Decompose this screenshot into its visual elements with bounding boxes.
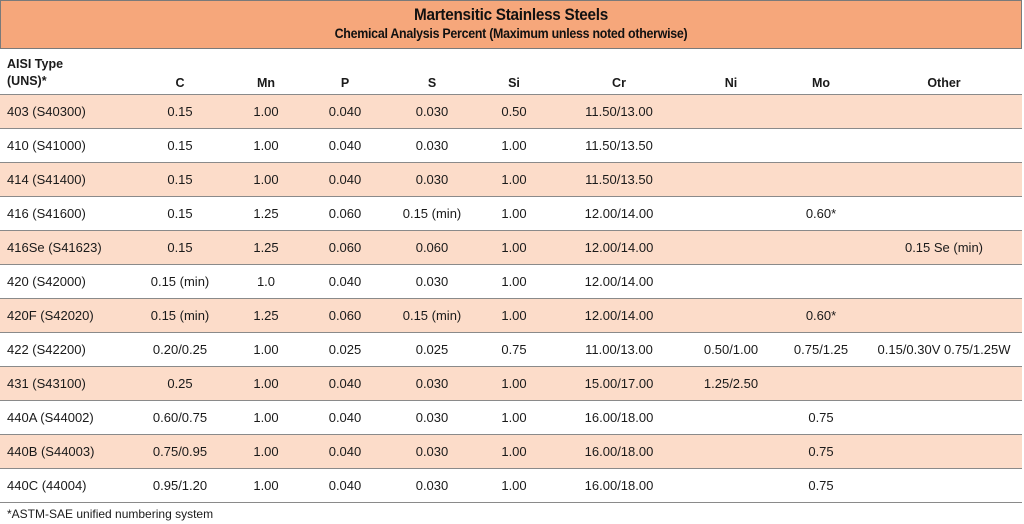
cell-si: 1.00 [476,129,552,163]
cell-mn: 1.00 [230,163,302,197]
cell-p: 0.040 [302,367,388,401]
cell-mo: 0.60* [776,197,866,231]
cell-s: 0.15 (min) [388,299,476,333]
cell-s: 0.030 [388,129,476,163]
cell-p: 0.025 [302,333,388,367]
cell-s: 0.060 [388,231,476,265]
cell-p: 0.040 [302,435,388,469]
header-ni: Ni [686,49,776,95]
table-row [0,435,1022,469]
cell-si: 1.00 [476,299,552,333]
cell-type: 422 (S42200) [0,333,130,367]
cell-c: 0.15 [130,197,230,231]
cell-c: 0.15 [130,95,230,129]
cell-si: 0.50 [476,95,552,129]
cell-p: 0.040 [302,95,388,129]
cell-si: 1.00 [476,265,552,299]
cell-cr: 12.00/14.00 [552,299,686,333]
cell-p: 0.060 [302,197,388,231]
cell-type: 420F (S42020) [0,299,130,333]
cell-si: 1.00 [476,435,552,469]
cell-s: 0.030 [388,95,476,129]
cell-mo: 0.75 [776,435,866,469]
cell-p: 0.040 [302,265,388,299]
cell-mn: 1.00 [230,129,302,163]
cell-mo [776,231,866,265]
cell-cr: 12.00/14.00 [552,231,686,265]
cell-c: 0.75/0.95 [130,435,230,469]
cell-type: 414 (S41400) [0,163,130,197]
cell-ni [686,231,776,265]
cell-c: 0.60/0.75 [130,401,230,435]
cell-mn: 1.00 [230,333,302,367]
table-title: Martensitic Stainless Steels [414,5,608,24]
cell-other [866,265,1022,299]
cell-s: 0.025 [388,333,476,367]
header-s: S [388,49,476,95]
cell-mo [776,95,866,129]
cell-cr: 16.00/18.00 [552,435,686,469]
cell-type: 416 (S41600) [0,197,130,231]
cell-s: 0.030 [388,163,476,197]
cell-cr: 11.00/13.00 [552,333,686,367]
cell-mn: 1.00 [230,469,302,503]
cell-mo: 0.60* [776,299,866,333]
cell-type: 416Se (S41623) [0,231,130,265]
header-p: P [302,49,388,95]
cell-other [866,367,1022,401]
header-c: C [130,49,230,95]
cell-mo: 0.75/1.25 [776,333,866,367]
cell-c: 0.15 [130,231,230,265]
cell-ni [686,299,776,333]
table-row [0,299,1022,333]
cell-mn: 1.25 [230,299,302,333]
cell-mo: 0.75 [776,401,866,435]
cell-other [866,129,1022,163]
cell-cr: 12.00/14.00 [552,197,686,231]
cell-other: 0.15 Se (min) [866,231,1022,265]
cell-c: 0.95/1.20 [130,469,230,503]
cell-other [866,163,1022,197]
composition-table [0,49,1022,503]
header-mo: Mo [776,49,866,95]
cell-mn: 1.25 [230,231,302,265]
cell-mn: 1.00 [230,367,302,401]
cell-p: 0.040 [302,163,388,197]
cell-type: 431 (S43100) [0,367,130,401]
table-row [0,231,1022,265]
table-row [0,333,1022,367]
table-row [0,469,1022,503]
cell-c: 0.25 [130,367,230,401]
cell-other [866,401,1022,435]
table-row [0,95,1022,129]
header-si: Si [476,49,552,95]
cell-c: 0.15 [130,163,230,197]
cell-cr: 16.00/18.00 [552,469,686,503]
cell-mo [776,163,866,197]
cell-mo [776,367,866,401]
cell-cr: 11.50/13.00 [552,95,686,129]
cell-type: 440A (S44002) [0,401,130,435]
cell-cr: 16.00/18.00 [552,401,686,435]
cell-s: 0.030 [388,367,476,401]
cell-p: 0.040 [302,469,388,503]
cell-ni [686,435,776,469]
cell-p: 0.040 [302,129,388,163]
cell-other [866,435,1022,469]
table-row [0,197,1022,231]
cell-si: 1.00 [476,401,552,435]
table-row [0,367,1022,401]
cell-c: 0.15 [130,129,230,163]
cell-other: 0.15/0.30V 0.75/1.25W [866,333,1022,367]
cell-si: 1.00 [476,197,552,231]
cell-ni [686,265,776,299]
header-mn: Mn [230,49,302,95]
cell-ni [686,95,776,129]
header-other: Other [866,49,1022,95]
cell-s: 0.030 [388,265,476,299]
cell-other [866,299,1022,333]
cell-type: 410 (S41000) [0,129,130,163]
cell-p: 0.060 [302,231,388,265]
header-row [0,49,1022,95]
cell-cr: 11.50/13.50 [552,129,686,163]
cell-cr: 11.50/13.50 [552,163,686,197]
cell-type: 420 (S42000) [0,265,130,299]
cell-mn: 1.25 [230,197,302,231]
table-body [0,95,1022,503]
cell-ni: 1.25/2.50 [686,367,776,401]
footnote: *ASTM-SAE unified numbering system [7,507,214,521]
cell-s: 0.030 [388,401,476,435]
header-type-line1: AISI Type [7,57,64,71]
cell-s: 0.030 [388,469,476,503]
cell-s: 0.030 [388,435,476,469]
cell-mn: 1.00 [230,435,302,469]
cell-other [866,197,1022,231]
cell-mn: 1.0 [230,265,302,299]
cell-cr: 15.00/17.00 [552,367,686,401]
cell-si: 0.75 [476,333,552,367]
cell-mo [776,265,866,299]
cell-type: 440C (44004) [0,469,130,503]
cell-ni [686,469,776,503]
header-aisi-type [0,49,130,95]
cell-ni [686,401,776,435]
table-row [0,163,1022,197]
cell-mo [776,129,866,163]
cell-c: 0.15 (min) [130,299,230,333]
cell-c: 0.20/0.25 [130,333,230,367]
table-subtitle: Chemical Analysis Percent (Maximum unless noted otherwise) [334,26,688,41]
cell-other [866,469,1022,503]
cell-c: 0.15 (min) [130,265,230,299]
table-row [0,265,1022,299]
cell-p: 0.040 [302,401,388,435]
cell-si: 1.00 [476,469,552,503]
cell-ni: 0.50/1.00 [686,333,776,367]
cell-mn: 1.00 [230,95,302,129]
cell-mn: 1.00 [230,401,302,435]
cell-ni [686,197,776,231]
cell-type: 403 (S40300) [0,95,130,129]
cell-cr: 12.00/14.00 [552,265,686,299]
table-title-banner [0,0,1022,49]
cell-other [866,95,1022,129]
cell-ni [686,129,776,163]
table-row [0,129,1022,163]
cell-mo: 0.75 [776,469,866,503]
cell-si: 1.00 [476,231,552,265]
cell-p: 0.060 [302,299,388,333]
header-cr: Cr [552,49,686,95]
table-row [0,401,1022,435]
cell-ni [686,163,776,197]
cell-type: 440B (S44003) [0,435,130,469]
cell-si: 1.00 [476,163,552,197]
cell-si: 1.00 [476,367,552,401]
cell-s: 0.15 (min) [388,197,476,231]
header-type-line2: (UNS)* [7,74,47,88]
